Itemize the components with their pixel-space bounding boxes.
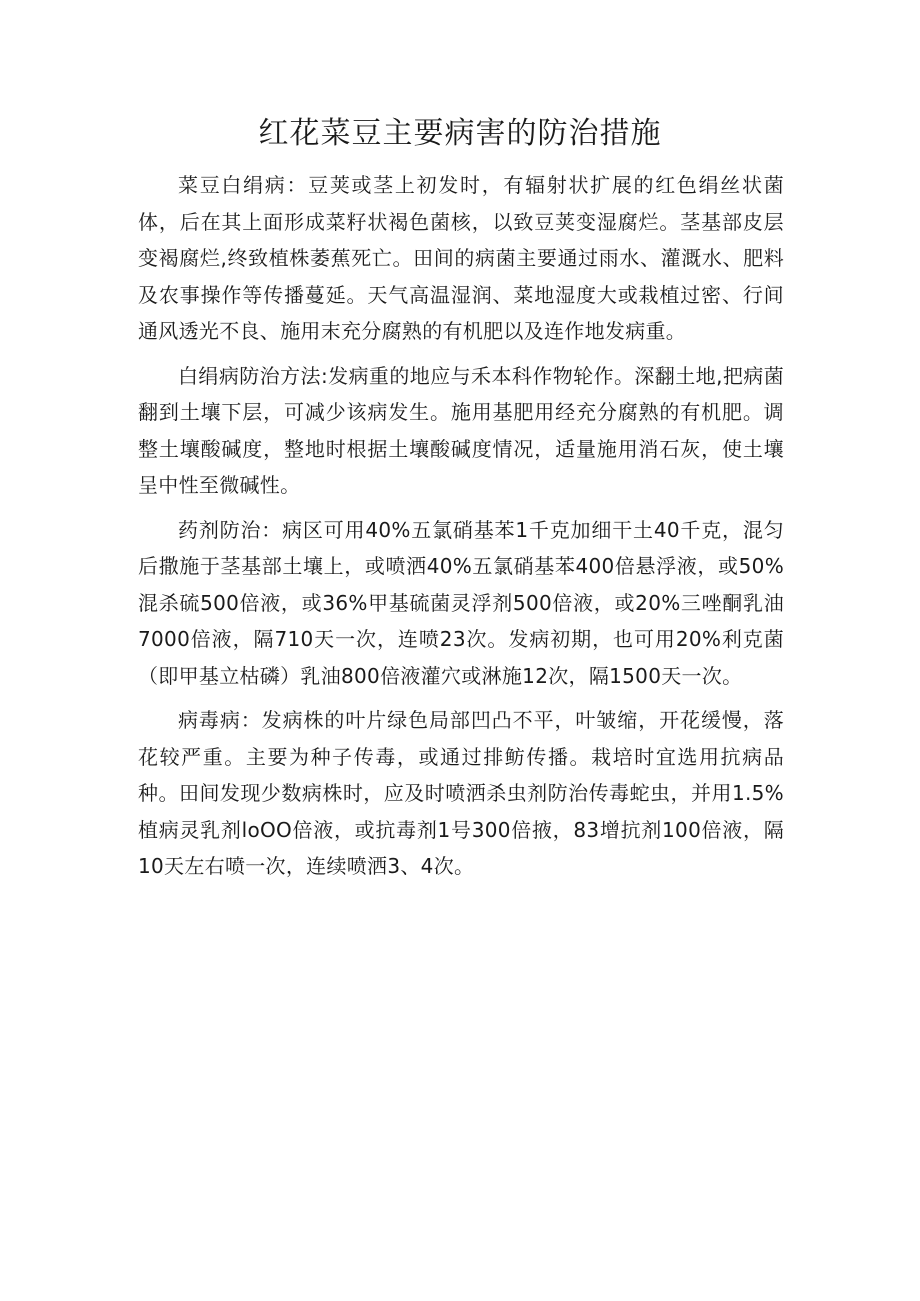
paragraph-chemical-control: 药剂防治：病区可用40%五氯硝基苯1千克加细干土40千克，混匀后撒施于茎基部土壤上，或喷洒40%五氯硝基苯400倍悬浮液，或50%混杀硫500倍液，或36%甲基硫菌灵浮剂500倍液，或20%三唑酮乳油7000倍液，隔710天一次，连喷23次。发病初期，也可用20%利克菌（即甲基立枯磷）乳油800倍液灌穴或淋施12次，隔1500天一次。: [138, 517, 784, 688]
document-title: 红花菜豆主要病害的防治措施: [258, 116, 662, 151]
paragraph-virus-disease: 病毒病：发病株的叶片绿色局部凹凸不平，叶皱缩，开花缓慢，落花较严重。主要为种子传毒，或通过排鲂传播。栽培时宜选用抗病品种。田间发现少数病株时，应及时喷洒杀虫剂防治传毒蛇虫，并用1.5%植病灵乳剂loOO倍液，或抗毒剂1号300倍掖，83增抗剂100倍液，隔10天左右喷一次，连续喷洒3、4次。: [138, 708, 784, 878]
paragraph-white-blight-prevention: 白绢病防治方法:发病重的地应与禾本科作物轮作。深翻土地,把病菌翻到土壤下层，可减少该病发生。施用基肥用经充分腐熟的有机肥。调整土壤酸碱度，整地时根据土壤酸碱度情况，适量施用消石灰，使土壤呈中性至微碱性。: [138, 363, 784, 497]
document-body: [138, 167, 784, 893]
paragraph-white-blight: 菜豆白绢病：豆荚或茎上初发时，有辐射状扩展的红色绢丝状菌体，后在其上面形成菜籽状褐色菌核，以致豆荚变湿腐烂。茎基部皮层变褐腐烂,终致植株萎蕉死亡。田间的病菌主要通过雨水、灌溉水、肥料及农事操作等传播蔓延。天气高温湿润、菜地湿度大或栽植过密、行间通风透光不良、施用末充分腐熟的有机肥以及连作地发病重。: [138, 173, 784, 343]
